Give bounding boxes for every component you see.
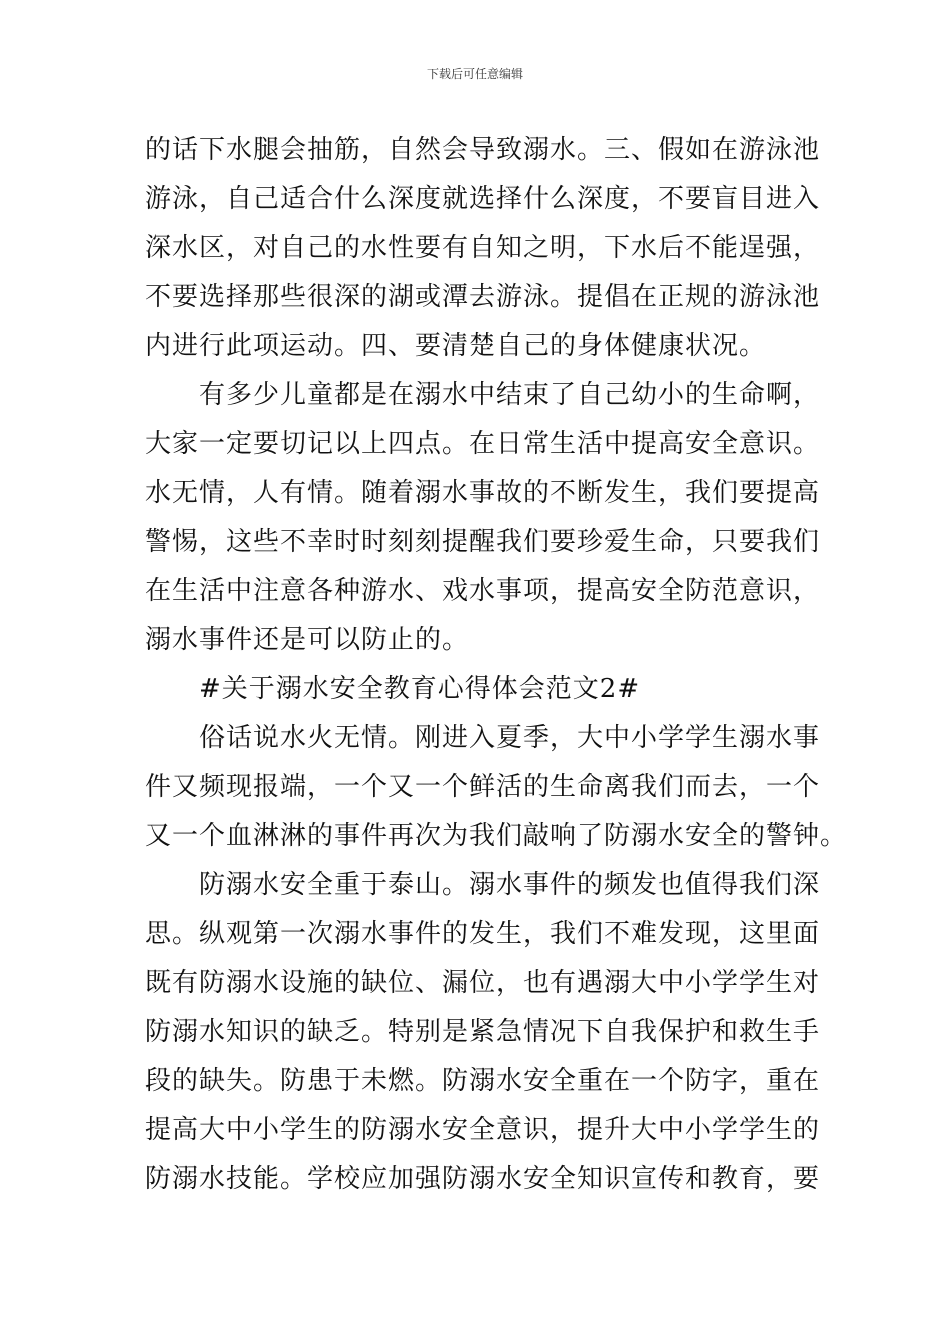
page-header: 下载后可任意编辑 — [426, 67, 523, 81]
text-line: 内进行此项运动。四、要清楚自己的身体健康状况。 — [145, 331, 767, 361]
text-line: 不要选择那些很深的湖或潭去游泳。提倡在正规的游泳池 — [145, 282, 821, 312]
text-line: 有多少儿童都是在溺水中结束了自己幼小的生命啊， — [145, 380, 821, 410]
text-line: 提高大中小学生的防溺水安全意识，提升大中小学学生的 — [145, 1115, 821, 1145]
text-line: 在生活中注意各种游水、戏水事项，提高安全防范意识， — [145, 576, 821, 606]
text-line: 深水区，对自己的水性要有自知之明，下水后不能逞强， — [145, 233, 821, 263]
text-line: 防溺水知识的缺乏。特别是紧急情况下自我保护和救生手 — [145, 1017, 821, 1047]
document-body — [145, 126, 848, 1204]
text-line: 段的缺失。防患于未燃。防溺水安全重在一个防字，重在 — [145, 1066, 821, 1096]
section-heading: #关于溺水安全教育心得体会范文2# — [145, 674, 641, 704]
text-line: 警惕，这些不幸时时刻刻提醒我们要珍爱生命，只要我们 — [145, 527, 821, 557]
text-line: 既有防溺水设施的缺位、漏位，也有遇溺大中小学学生对 — [145, 968, 821, 998]
text-line: 水无情，人有情。随着溺水事故的不断发生，我们要提高 — [145, 478, 821, 508]
text-line: 溺水事件还是可以防止的。 — [145, 625, 470, 655]
text-line: 防溺水技能。学校应加强防溺水安全知识宣传和教育，要 — [145, 1164, 821, 1194]
text-line: 大家一定要切记以上四点。在日常生活中提高安全意识。 — [145, 429, 821, 459]
text-line: 思。纵观第一次溺水事件的发生，我们不难发现，这里面 — [145, 919, 821, 949]
text-line: 的话下水腿会抽筋，自然会导致溺水。三、假如在游泳池 — [145, 135, 821, 165]
text-line: 防溺水安全重于泰山。溺水事件的频发也值得我们深 — [145, 870, 821, 900]
text-line: 游泳，自己适合什么深度就选择什么深度，不要盲目进入 — [145, 184, 821, 214]
text-line: 又一个血淋淋的事件再次为我们敲响了防溺水安全的警钟。 — [145, 821, 848, 851]
text-line: 件又频现报端，一个又一个鲜活的生命离我们而去，一个 — [145, 772, 821, 802]
text-line: 俗话说水火无情。刚进入夏季，大中小学学生溺水事 — [145, 723, 821, 753]
